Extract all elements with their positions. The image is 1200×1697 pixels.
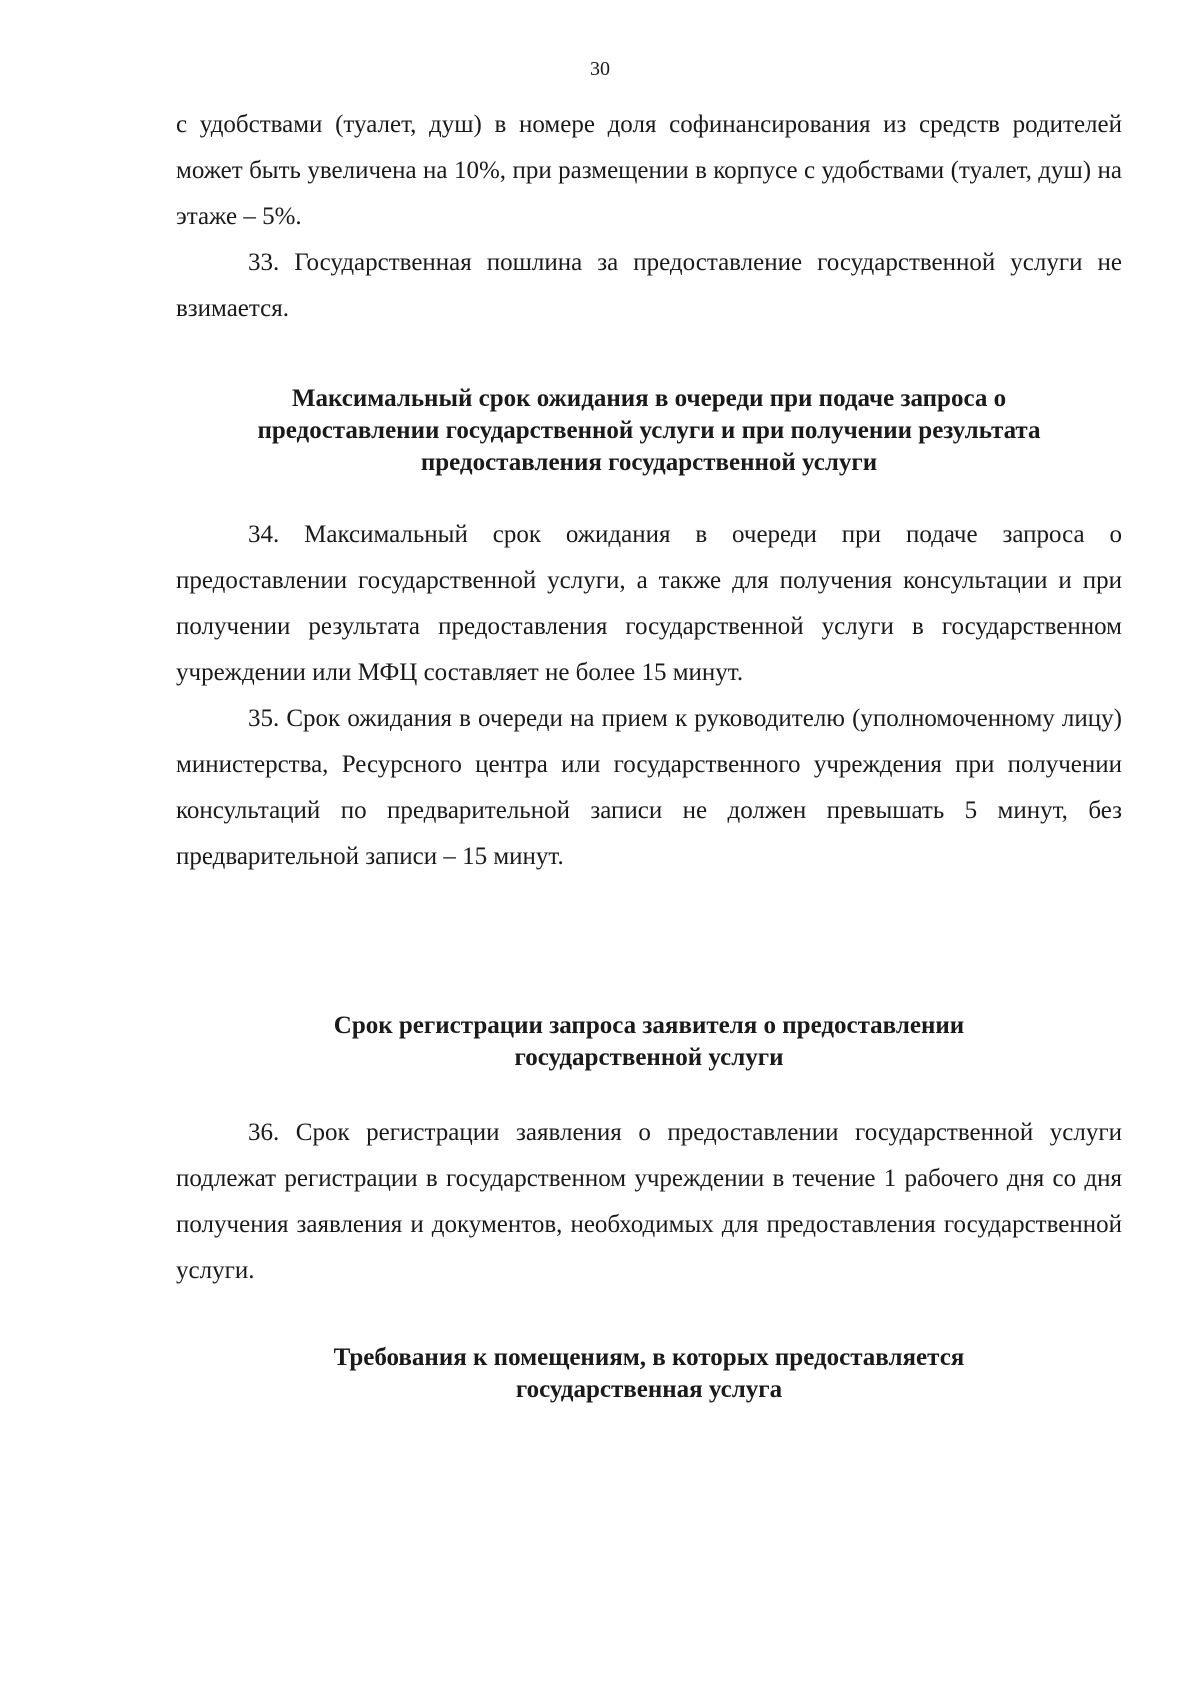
heading-line: государственной услуги: [514, 1044, 784, 1071]
paragraph-continuation: с удобствами (туалет, душ) в номере доля софинансирования из средств родителей может быть увеличена на 10%, при размещении в корпусе с удобствами (туалет, душ) на этаже – 5%.: [176, 111, 1122, 230]
section-heading-max-wait-time: [176, 383, 1122, 479]
heading-line: предоставлении государственной услуги и при получении результата: [257, 417, 1041, 444]
heading-line: Срок регистрации запроса заявителя о предоставлении: [333, 1012, 965, 1039]
section-heading-premises-requirements: [176, 1342, 1122, 1406]
paragraph-36: 36. Срок регистрации заявления о предоставлении государственной услуги подлежат регистрации в государственном учреждении в течение 1 рабочего дня со дня получения заявления и документов, необходимых для предоставления государственной услуги.: [176, 1119, 1122, 1284]
heading-line: Максимальный срок ожидания в очереди при подаче запроса о: [291, 385, 1007, 412]
text-block-3: [176, 1110, 1122, 1294]
paragraph-33: 33. Государственная пошлина за предоставление государственной услуги не взимается.: [176, 249, 1122, 322]
page-number: 30: [590, 58, 610, 80]
section-heading-registration-time: [176, 1010, 1122, 1074]
text-block-1: [176, 102, 1122, 332]
heading-line: государственная услуга: [515, 1376, 783, 1403]
text-block-2: [176, 512, 1122, 880]
paragraph-35: 35. Срок ожидания в очереди на прием к руководителю (уполномоченному лицу) министерства, Ресурсного центра или государственного учреждения при получении консультаций по предварительной записи не должен превышать 5 минут, без предварительной записи – 15 минут.: [176, 705, 1122, 870]
heading-line: Требования к помещениям, в которых предоставляется: [333, 1344, 965, 1371]
heading-line: предоставления государственной услуги: [420, 449, 878, 476]
paragraph-34: 34. Максимальный срок ожидания в очереди при подаче запроса о предоставлении государственной услуги, а также для получения консультации и при получении результата предоставления государственной услуги в государственном учреждении или МФЦ составляет не более 15 минут.: [176, 521, 1122, 686]
